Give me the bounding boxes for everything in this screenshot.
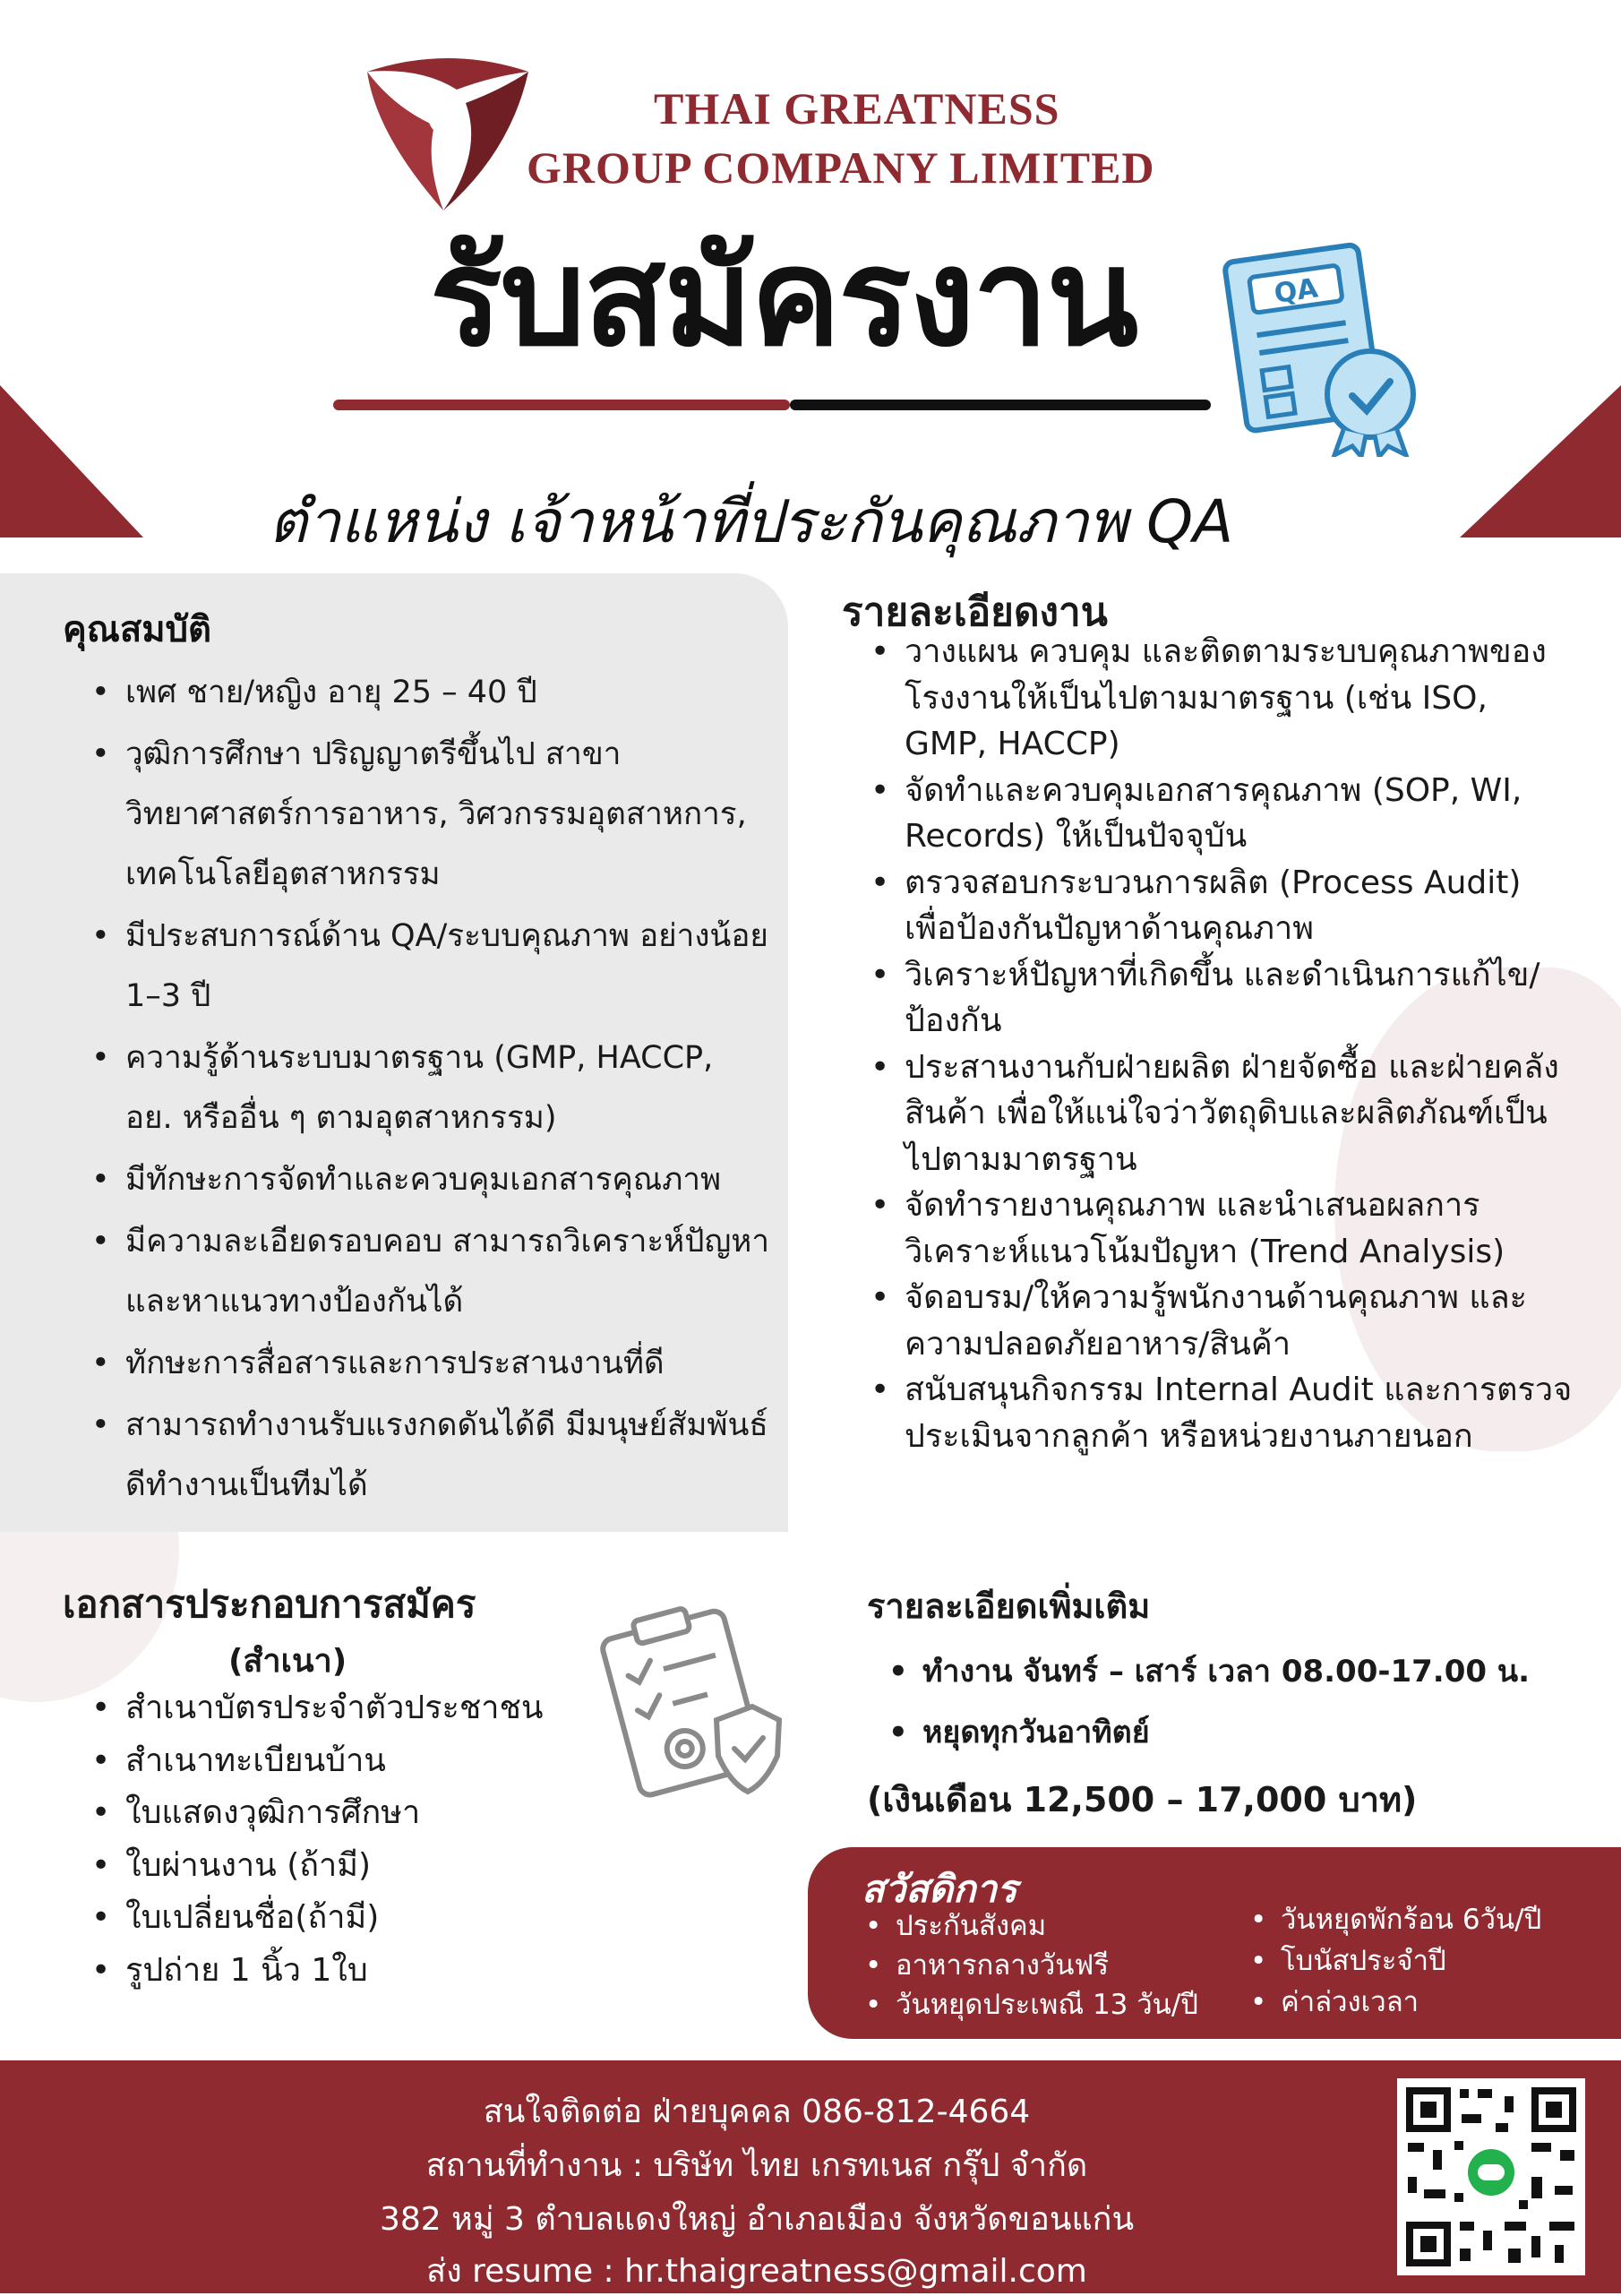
documents-title: เอกสารประกอบการสมัคร bbox=[63, 1582, 476, 1626]
decor-corner-right bbox=[1460, 385, 1621, 537]
contact-address: 382 หมู่ 3 ตำบลแดงใหญ่ อำเภอเมือง จังหวัดขอนแก่น bbox=[379, 2201, 1135, 2238]
position-title: ตำแหน่ง เจ้าหน้าที่ประกันคุณภาพ QA bbox=[269, 487, 1234, 556]
list-item: • หยุดทุกวันอาทิตย์ bbox=[860, 1702, 1576, 1763]
company-name-line1: THAI GREATNESS bbox=[654, 83, 1060, 133]
qa-certificate-icon bbox=[1218, 233, 1424, 457]
list-item: • ประสานงานกับฝ่ายผลิต ฝ่ายจัดซื้อ และฝ่ายคลังสินค้า เพื่อให้แน่ใจว่าวัตถุดิบและผลิตภัณฑ์เป็นไปตามมาตรฐาน bbox=[842, 1045, 1576, 1183]
list-item: • มีความละเอียดรอบคอบ สามารถวิเคราะห์ปัญหาและหาแนวทางป้องกันได้ bbox=[63, 1212, 770, 1332]
job-details-title: รายละเอียดงาน bbox=[842, 589, 1108, 635]
welfare-list-right bbox=[1229, 1899, 1605, 2023]
contact-workplace: สถานที่ทำงาน : บริษัท ไทย เกรทเนส กรุ๊ป จำกัด bbox=[425, 2147, 1088, 2184]
list-item: • มีทักษะการจัดทำและควบคุมเอกสารคุณภาพ bbox=[63, 1150, 770, 1210]
list-item: • สนับสนุนกิจกรรม Internal Audit และการตรวจประเมินจากลูกค้า หรือหน่วยงานภายนอก bbox=[842, 1367, 1576, 1459]
list-item: • ค่าล่วงเวลา bbox=[1229, 1982, 1605, 2023]
footer-contact bbox=[0, 2060, 1621, 2293]
headline: รับสมัครงาน bbox=[430, 220, 1137, 376]
list-item: • วุฒิการศึกษา ปริญญาตรีขึ้นไป สาขาวิทยาศาสตร์การอาหาร, วิศวกรรมอุตสาหการ, เทคโนโลยีอุตสาหกรรม bbox=[63, 725, 770, 905]
headline-underline-black bbox=[790, 400, 1211, 410]
list-item: • สำเนาบัตรประจำตัวประชาชน bbox=[63, 1682, 690, 1735]
list-item: • วันหยุดประเพณี 13 วัน/ปี bbox=[844, 1985, 1238, 2025]
list-item: • จัดทำรายงานคุณภาพ และนำเสนอผลการวิเคราะห์แนวโน้มปัญหา (Trend Analysis) bbox=[842, 1182, 1576, 1275]
salary-range: (เงินเดือน 12,500 – 17,000 บาท) bbox=[867, 1780, 1418, 1819]
list-item: • อาหารกลางวันฟรี bbox=[844, 1946, 1238, 1985]
qualifications-title: คุณสมบัติ bbox=[63, 609, 212, 650]
list-item: • สำเนาทะเบียนบ้าน bbox=[63, 1735, 690, 1788]
contact-email: ส่ง resume : hr.thaigreatness@gmail.com bbox=[426, 2253, 1087, 2290]
qr-code-icon[interactable] bbox=[1397, 2078, 1585, 2275]
welfare-list-left bbox=[844, 1906, 1238, 2025]
list-item: • ใบผ่านงาน (ถ้ามี) bbox=[63, 1840, 690, 1893]
job-details-list bbox=[842, 629, 1576, 1459]
qualifications-list bbox=[63, 663, 770, 1518]
list-item: • ความรู้ด้านระบบมาตรฐาน (GMP, HACCP, อย. หรืออื่น ๆ ตามอุตสาหกรรม) bbox=[63, 1028, 770, 1148]
list-item: • จัดอบรม/ให้ความรู้พนักงานด้านคุณภาพ และความปลอดภัยอาหาร/สินค้า bbox=[842, 1275, 1576, 1367]
list-item: • มีประสบการณ์ด้าน QA/ระบบคุณภาพ อย่างน้อย 1–3 ปี bbox=[63, 907, 770, 1027]
welfare-title: สวัสดิการ bbox=[862, 1867, 1017, 1911]
documents-subtitle: (สำเนา) bbox=[228, 1643, 347, 1680]
list-item: • ใบเปลี่ยนชื่อ(ถ้ามี) bbox=[63, 1892, 690, 1945]
welfare-box bbox=[808, 1847, 1621, 2039]
list-item: • ประกันสังคม bbox=[844, 1906, 1238, 1946]
list-item: • ตรวจสอบกระบวนการผลิต (Process Audit) เพื่อป้องกันปัญหาด้านคุณภาพ bbox=[842, 860, 1576, 952]
list-item: • รูปถ่าย 1 นิ้ว 1ใบ bbox=[63, 1945, 690, 1998]
list-item: • โบนัสประจำปี bbox=[1229, 1940, 1605, 1982]
clipboard-checklist-icon bbox=[582, 1595, 788, 1801]
list-item: • ใบแสดงวุฒิการศึกษา bbox=[63, 1787, 690, 1840]
list-item: • วันหยุดพักร้อน 6วัน/ปี bbox=[1229, 1899, 1605, 1940]
contact-phone: สนใจติดต่อ ฝ่ายบุคคล 086-812-4664 bbox=[483, 2094, 1031, 2130]
list-item: • จัดทำและควบคุมเอกสารคุณภาพ (SOP, WI, Records) ให้เป็นปัจจุบัน bbox=[842, 768, 1576, 860]
more-details-list bbox=[860, 1641, 1576, 1763]
decor-corner-left bbox=[0, 385, 143, 537]
svg-text:QA: QA bbox=[1272, 272, 1320, 310]
list-item: • ทักษะการสื่อสารและการประสานงานที่ดี bbox=[63, 1334, 770, 1394]
list-item: • ทำงาน จันทร์ – เสาร์ เวลา 08.00-17.00 น. bbox=[860, 1641, 1576, 1702]
list-item: • เพศ ชาย/หญิง อายุ 25 – 40 ปี bbox=[63, 663, 770, 723]
list-item: • วิเคราะห์ปัญหาที่เกิดขึ้น และดำเนินการแก้ไข/ป้องกัน bbox=[842, 952, 1576, 1045]
list-item: • สามารถทำงานรับแรงกดดันได้ดี มีมนุษย์สัมพันธ์ดีทำงานเป็นทีมได้ bbox=[63, 1396, 770, 1516]
list-item: • วางแผน ควบคุม และติดตามระบบคุณภาพของโรงงานให้เป็นไปตามมาตรฐาน (เช่น ISO, GMP, HACCP) bbox=[842, 629, 1576, 768]
headline-underline-red bbox=[333, 400, 790, 410]
company-name-line2: GROUP COMPANY LIMITED bbox=[527, 142, 1155, 193]
more-details-title: รายละเอียดเพิ่มเติม bbox=[867, 1587, 1151, 1626]
company-logo bbox=[358, 54, 537, 215]
